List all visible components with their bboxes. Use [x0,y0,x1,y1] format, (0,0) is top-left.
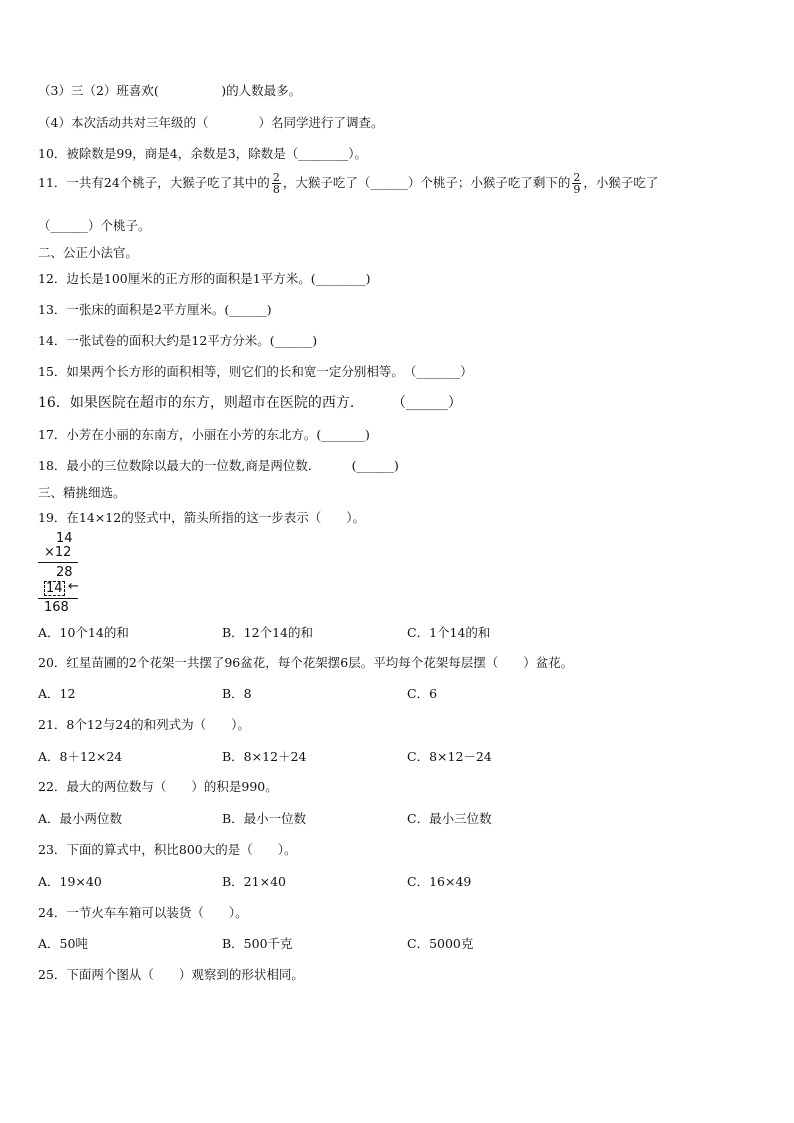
q24-option-b[interactable]: B．500千克 [222,936,293,951]
q22-option-c[interactable]: C．最小三位数 [407,811,492,826]
product-total: 168 [44,600,69,615]
q24-option-a[interactable]: A．50吨 [38,936,88,951]
q23-option-a[interactable]: A．19×40 [38,874,102,889]
question-9-part-4: （4）本次活动共对三年级的（ ）名同学进行了调查。 [38,115,384,130]
question-9-part-3: （3）三（2）班喜欢( )的人数最多。 [38,83,302,98]
q19-option-a[interactable]: A．10个14的和 [38,625,129,640]
question-22: 22．最大的两位数与（ ）的积是990。 [38,779,278,794]
fraction-2-9 [572,172,581,195]
q20-option-c[interactable]: C．6 [407,686,438,701]
section-2-heading: 二、公正小法官。 [38,245,139,260]
question-17: 17．小芳在小丽的东南方，小丽在小芳的东北方。(_______) [38,427,370,442]
arrow-left-icon: ← [68,579,79,594]
question-10: 10．被除数是99，商是4，余数是3，除数是（________）。 [38,146,367,161]
q20-option-a[interactable]: A．12 [38,686,76,701]
question-12: 12．边长是100厘米的正方形的面积是1平方米。(________) [38,271,371,286]
multiplicand: 14 [56,531,73,546]
fraction-numerator: 2 [272,171,280,184]
question-13: 13．一张床的面积是2平方厘米。(______) [38,302,272,317]
q22-option-a[interactable]: A．最小两位数 [38,811,123,826]
q19-option-c[interactable]: C．1个14的和 [407,625,491,640]
partial-product-2-boxed: 14 [46,581,63,596]
question-11-text-1: 11．一共有24个桃子，大猴子吃了其中的 [38,175,270,190]
vertical-multiplication [38,532,98,618]
q21-option-c[interactable]: C．8×12－24 [407,749,492,764]
question-21: 21．8个12与24的和列式为（ ）。 [38,717,250,732]
q20-option-b[interactable]: B．8 [222,686,252,701]
q22-option-b[interactable]: B．最小一位数 [222,811,307,826]
question-23: 23．下面的算式中，积比800大的是（ ）。 [38,842,297,857]
q24-option-c[interactable]: C．5000克 [407,936,474,951]
question-11-text-3: ，小猴子吃了 [583,175,659,190]
question-11-text-2: ，大猴子吃了（______）个桃子；小猴子吃了剩下的 [282,175,571,190]
question-16: 16．如果医院在超市的东方，则超市在医院的西方． （______） [38,395,462,411]
q23-option-c[interactable]: C．16×49 [407,874,472,889]
q19-option-b[interactable]: B．12个14的和 [222,625,313,640]
question-19: 19．在14×12的竖式中，箭头所指的这一步表示（ ）。 [38,510,365,525]
question-18: 18．最小的三位数除以最大的一位数,商是两位数． (______) [38,458,399,473]
calc-rule-1 [38,562,78,563]
multiplier: ×12 [44,545,72,560]
fraction-2-8 [272,172,281,195]
question-14: 14．一张试卷的面积大约是12平方分米。(______) [38,333,318,348]
question-11 [38,172,658,195]
question-15: 15．如果两个长方形的面积相等，则它们的长和宽一定分别相等。 （_______） [38,364,473,379]
question-24: 24．一节火车车箱可以装货（ ）。 [38,905,248,920]
q23-option-b[interactable]: B．21×40 [222,874,286,889]
q21-option-a[interactable]: A．8＋12×24 [38,749,123,764]
q21-option-b[interactable]: B．8×12＋24 [222,749,307,764]
calc-rule-2 [38,598,78,599]
question-11-continuation: （______）个桃子。 [38,218,151,233]
section-3-heading: 三、精挑细选。 [38,485,126,500]
fraction-numerator: 2 [573,171,581,184]
fraction-denominator: 9 [573,183,581,196]
fraction-denominator: 8 [272,183,280,196]
question-25: 25．下面两个图从（ ）观察到的形状相同。 [38,967,304,982]
partial-product-1: 28 [56,565,73,580]
question-20: 20．红星苗圃的2个花架一共摆了96盆花，每个花架摆6层。平均每个花架每层摆（ ）盆花。 [38,655,574,670]
